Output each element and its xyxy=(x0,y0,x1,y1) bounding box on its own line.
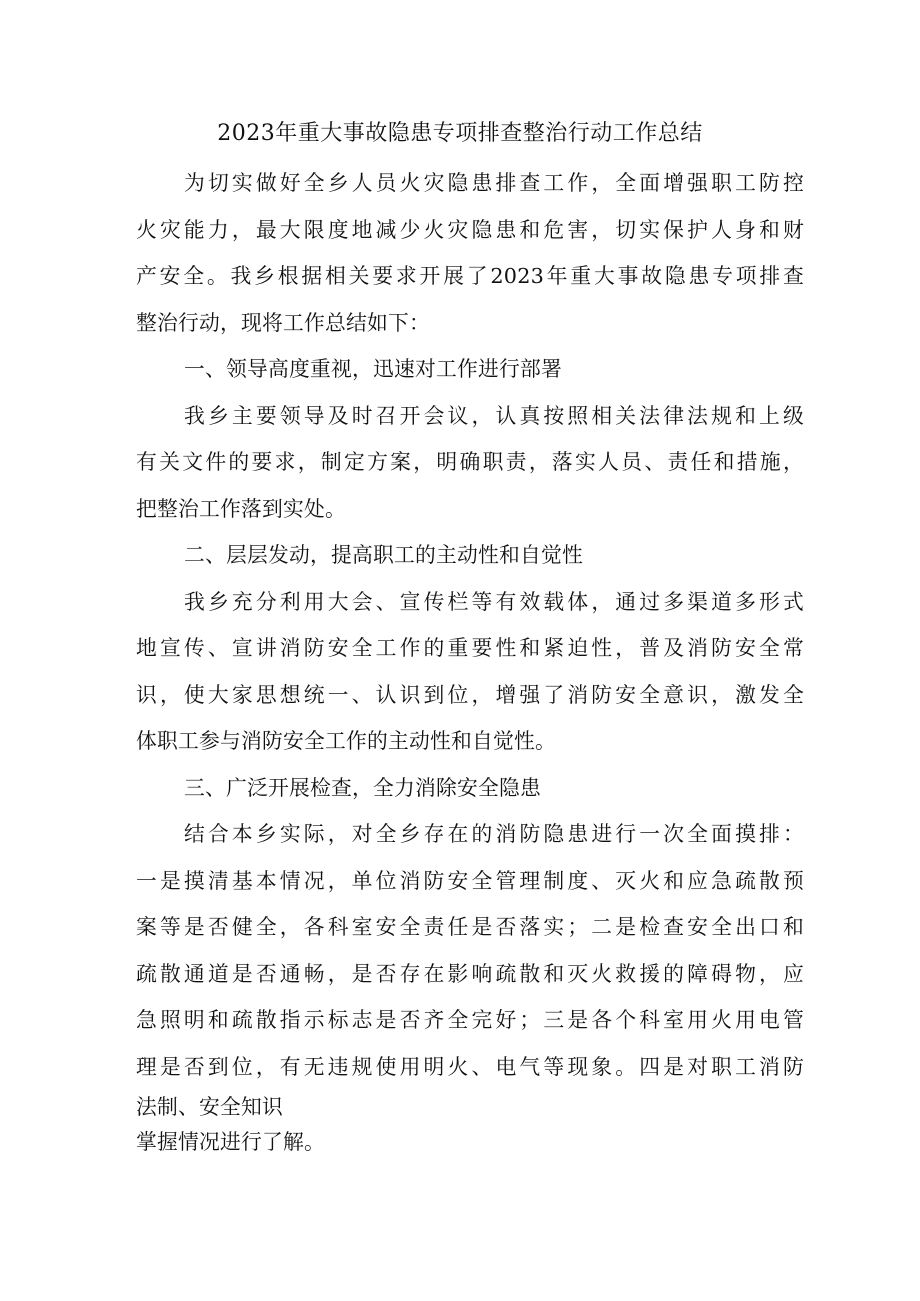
paragraph-line: 我乡主要领导及时召开会议，认真按照相关法律法规和上级 xyxy=(184,403,804,428)
paragraph-line: 把整治工作落到实处。 xyxy=(136,496,346,521)
paragraph-line: 疏散通道是否通畅，是否存在影响疏散和灭火救援的障碍物，应 xyxy=(136,961,804,986)
document-body xyxy=(136,160,804,1160)
paragraph-line: 案等是否健全，各科室安全责任是否落实；二是检查安全出口和 xyxy=(136,915,804,939)
paragraph-line: 急照明和疏散指示标志是否齐全完好；三是各个科室用火用电管 xyxy=(136,1008,804,1032)
section-heading: 一、领导高度重视，迅速对工作进行部署 xyxy=(184,357,562,381)
paragraph-line: 理是否到位，有无违规使用明火、电气等现象。四是对职工消防 xyxy=(136,1054,804,1079)
paragraph-line: 体职工参与消防安全工作的主动性和自觉性。 xyxy=(136,729,556,753)
paragraph-line: 一是摸清基本情况，单位消防安全管理制度、灭火和应急疏散预 xyxy=(136,868,804,893)
paragraph-line: 产安全。我乡根据相关要求开展了2023年重大事故隐患专项排查 xyxy=(136,264,804,288)
paragraph-line: 火灾能力，最大限度地减少火灾隐患和危害，切实保护人身和财 xyxy=(136,217,804,242)
paragraph-line: 我乡充分利用大会、宣传栏等有效载体，通过多渠道多形式 xyxy=(184,589,804,614)
document-title: 2023年重大事故隐患专项排查整治行动工作总结 xyxy=(217,121,703,146)
paragraph-line: 结合本乡实际，对全乡存在的消防隐患进行一次全面摸排： xyxy=(184,822,804,846)
section-heading: 二、层层发动，提高职工的主动性和自觉性 xyxy=(184,543,583,567)
paragraph-line: 整治行动，现将工作总结如下： xyxy=(136,310,430,335)
paragraph-line: 地宣传、宣讲消防安全工作的重要性和紧迫性，普及消防安全常 xyxy=(136,636,804,660)
paragraph-line: 掌握情况进行了解。 xyxy=(136,1130,325,1154)
paragraph-line: 为切实做好全乡人员火灾隐患排查工作，全面增强职工防控 xyxy=(184,171,804,195)
paragraph-line: 识，使大家思想统一、认识到位，增强了消防安全意识，激发全 xyxy=(136,682,804,707)
paragraph-line: 有关文件的要求，制定方案，明确职责，落实人员、责任和措施， xyxy=(136,450,804,474)
section-heading: 三、广泛开展检查，全力消除安全隐患 xyxy=(184,775,541,800)
paragraph-line: 法制、安全知识 xyxy=(136,1095,283,1119)
